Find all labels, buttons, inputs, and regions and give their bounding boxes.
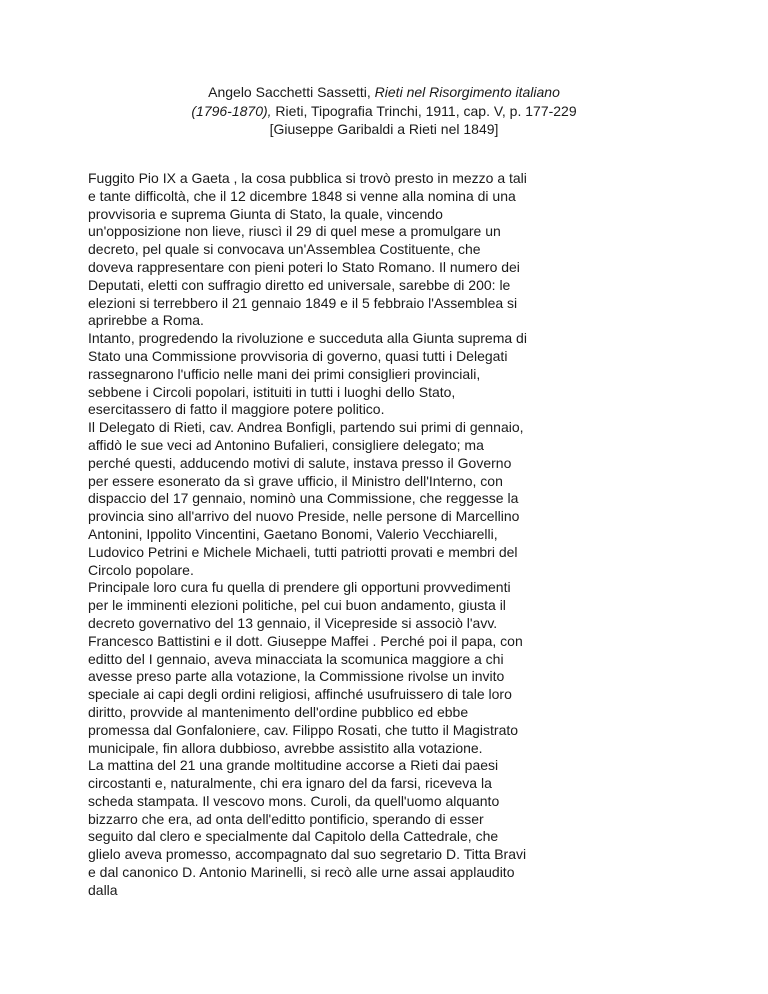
citation-author: Angelo Sacchetti Sassetti, xyxy=(208,84,375,100)
paragraph: Fuggito Pio IX a Gaeta , la cosa pubblica si trovò presto in mezzo a tali e tante difficoltà, che il 12 dicembre 1848 si venne alla nomina di una provvisoria e suprema Giunta di Stato, la quale, vincendo un'opposizione non lieve, riuscì il 29 di quel mese a promulgare un decreto, pel quale si convocava un'Assemblea Costituente, che doveva rappresentare con pieni poteri lo Stato Romano. Il numero dei Deputati, eletti con suffragio diretto ed universale, sarebbe di 200: le elezioni si terrebbero il 21 gennaio 1849 e il 5 febbraio l'Assemblea si aprirebbe a Roma. xyxy=(88,170,527,329)
citation-years: (1796-1870), xyxy=(191,102,272,119)
paragraph: Intanto, progredendo la rivoluzione e succeduta alla Giunta suprema di Stato una Commissione provvisoria di governo, quasi tutti i Delegati rassegnarono l'ufficio nelle mani dei primi consiglieri provinciali, sebbene i Circoli popolari, istituiti in tutti i luoghi dello Stato, esercitassero di fatto il maggiore potere politico. xyxy=(88,330,527,418)
article-body xyxy=(88,170,528,900)
citation-header xyxy=(0,83,768,139)
citation-line-2 xyxy=(0,102,768,121)
paragraph: Principale loro cura fu quella di prendere gli opportuni provvedimenti per le imminenti elezioni politiche, pel cui buon andamento, giusta il decreto governativo del 13 gennaio, il Vicepreside si associò l'avv. Francesco Battistini e il dott. Giuseppe Maffei . Perché poi il papa, con editto del I gennaio, aveva minacciata la scomunica maggiore a chi avesse preso parte alla votazione, la Commissione rivolse un invito speciale ai capi degli ordini religiosi, affinché usufruissero di tale loro diritto, provvide al mantenimento dell'ordine pubblico ed ebbe promessa dal Gonfaloniere, cav. Filippo Rosati, che tutto il Magistrato municipale, fin allora dubbioso, avrebbe assistito alla votazione. xyxy=(88,579,523,756)
citation-subtitle: [Giuseppe Garibaldi a Rieti nel 1849] xyxy=(269,121,499,137)
citation-title: Rieti nel Risorgimento italiano xyxy=(374,84,560,100)
citation-publication: Rieti, Tipografia Trinchi, 1911, cap. V, p. 177-229 xyxy=(271,102,577,119)
paragraph: La mattina del 21 una grande moltitudine accorse a Rieti dai paesi circostanti e, naturalmente, chi era ignaro del da farsi, riceveva la scheda stampata. Il vescovo mons. Curoli, da quell'uomo alquanto bizzarro che era, ad onta dell'editto pontificio, sperando di esser seguito dal clero e specialmente dal Capitolo della Cattedrale, che glielo aveva promesso, accompagnato dal suo segretario D. Titta Bravi e dal canonico D. Antonio Marinelli, si recò alle urne assai applaudito dalla xyxy=(88,757,527,898)
citation-line-1 xyxy=(0,83,768,102)
paragraph: Il Delegato di Rieti, cav. Andrea Bonfigli, partendo sui primi di gennaio, affidò le sue veci ad Antonino Bufalieri, consigliere delegato; ma perché questi, adducendo motivi di salute, instava presso il Governo per essere esonerato da sì grave ufficio, il Ministro dell'Interno, con dispaccio del 17 gennaio, nominò una Commissione, che reggesse la provincia sino all'arrivo del nuovo Preside, nelle persone di Marcellino Antonini, Ippolito Vincentini, Gaetano Bonomi, Valerio Vecchiarelli, Ludovico Petrini e Michele Michaeli, tutti patriotti provati e membri del Circolo popolare. xyxy=(88,419,524,578)
